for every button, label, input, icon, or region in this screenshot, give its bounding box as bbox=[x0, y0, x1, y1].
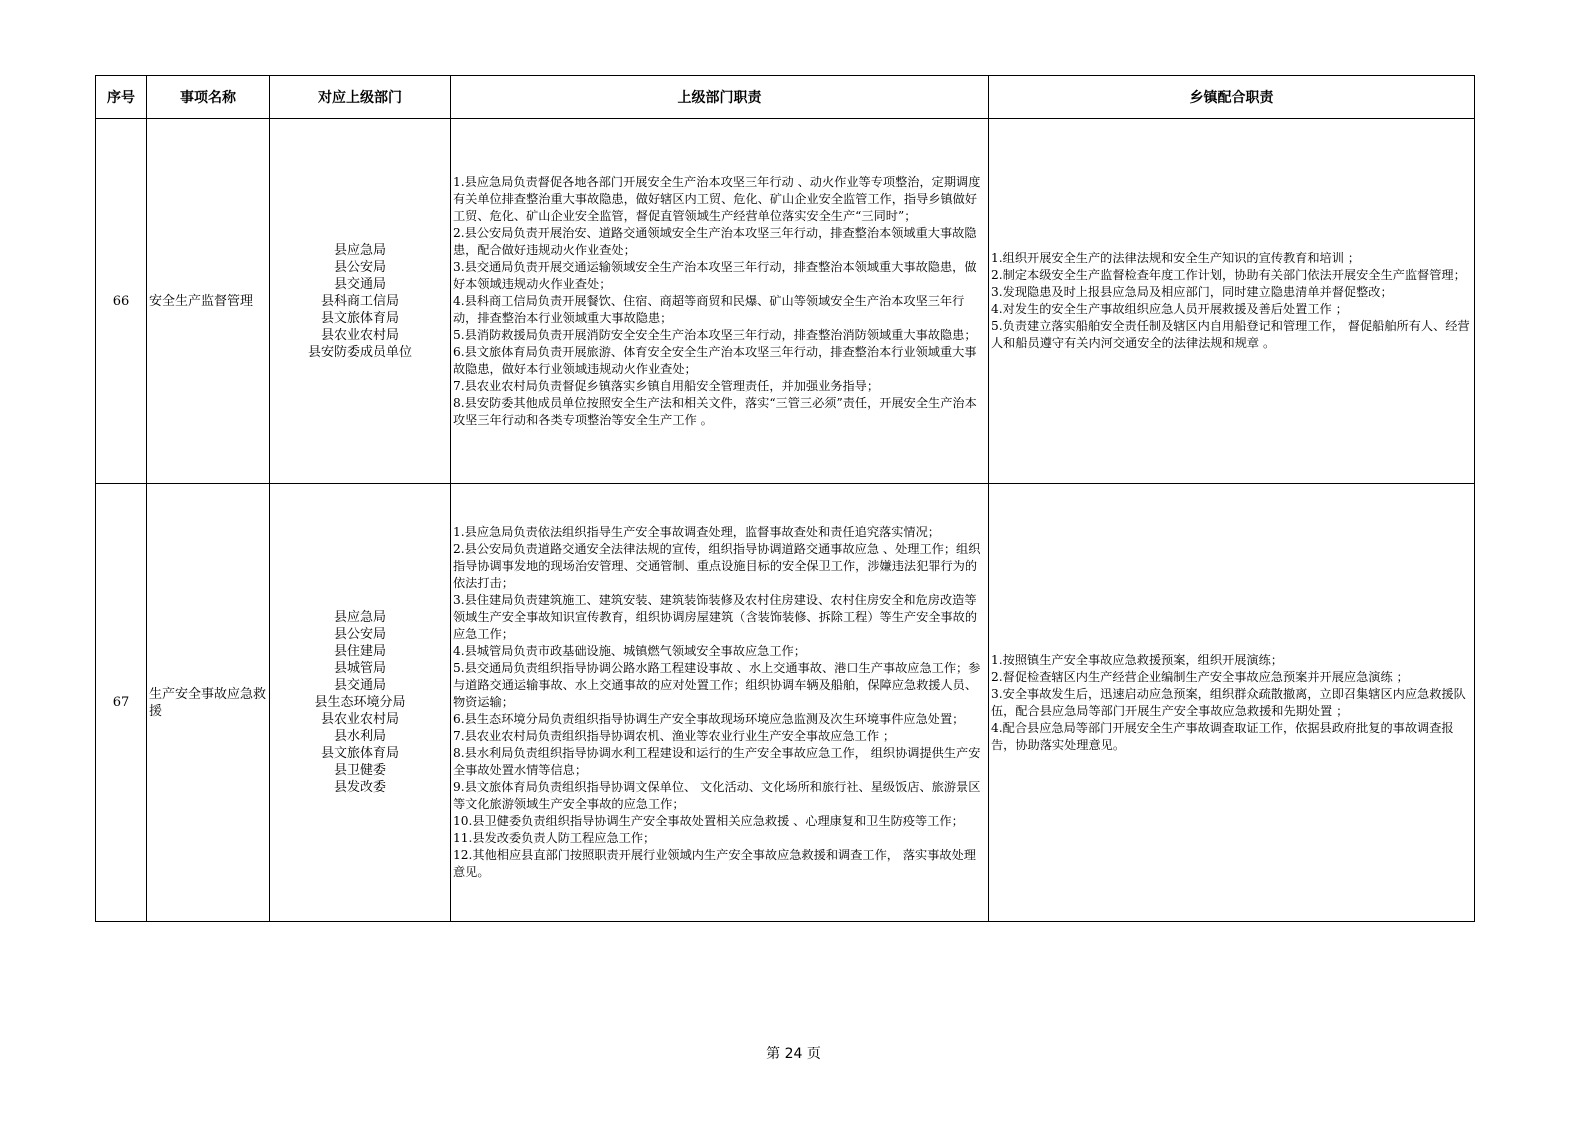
row-index: 67 bbox=[96, 484, 147, 922]
department: 县应急局 bbox=[333, 242, 386, 258]
item-name: 安全生产监督管理 bbox=[147, 119, 270, 484]
town-duty-list bbox=[989, 484, 1475, 922]
department: 县发改委 bbox=[333, 780, 386, 795]
department: 县城管局 bbox=[333, 661, 386, 676]
duty-item: 6.县文旅体育局负责开展旅游、体育安全安全生产治本攻坚三年行动，排查整治本行业领域重大事故隐患，做好本行业领域违规动火作业查处； bbox=[453, 344, 977, 376]
row-index: 66 bbox=[96, 119, 147, 484]
header-town-duties: 乡镇配合职责 bbox=[989, 76, 1475, 119]
town-duty-item: 5.负责建立落实船舶安全责任制及辖区内自用船登记和管理工作， 督促船舶所有人、经营人和船员遵守有关内河交通安全的法律法规和规章 。 bbox=[991, 319, 1470, 350]
department: 县卫健委 bbox=[333, 763, 386, 778]
department-list bbox=[270, 484, 451, 922]
town-duty-list bbox=[989, 119, 1475, 484]
header-departments: 对应上级部门 bbox=[270, 76, 451, 119]
town-duty-item: 3.发现隐患及时上报县应急局及相应部门，同时建立隐患清单并督促整改； bbox=[991, 285, 1393, 299]
department: 县交通局 bbox=[333, 276, 386, 292]
department: 县文旅体育局 bbox=[320, 310, 399, 326]
department: 县科商工信局 bbox=[320, 293, 399, 309]
page-number: 第 24 页 bbox=[766, 1046, 821, 1062]
duty-item: 8.县安防委其他成员单位按照安全生产法和相关文件，落实“三管三必须”责任，开展安全生产治本攻坚三年行动和各类专项整治等安全生产工作 。 bbox=[453, 395, 977, 427]
town-duty-item: 1.组织开展安全生产的法律法规和安全生产知识的宣传教育和培训 ； bbox=[991, 251, 1360, 265]
department: 县农业农村局 bbox=[320, 327, 399, 343]
header-row bbox=[96, 76, 1475, 119]
town-duty-item: 3.安全事故发生后，迅速启动应急预案，组织群众疏散撤离，立即召集辖区内应急救援队伍，配合县应急局等部门开展生产安全事故应急救援和先期处置 ； bbox=[991, 686, 1466, 718]
department: 县住建局 bbox=[333, 644, 386, 659]
duty-item: 2.县公安局负责道路交通安全法律法规的宣传，组织指导协调道路交通事故应急 、处理工作；组织指导协调事发地的现场治安管理、交通管制、重点设施目标的安全保卫工作，涉嫌违法犯罪行为的依法打击； bbox=[453, 542, 981, 590]
duty-item: 3.县住建局负责建筑施工、建筑安装、建筑装饰装修及农村住房建设、农村住房安全和危房改造等领域生产安全事故知识宣传教育，组织协调房屋建筑（含装饰装修、拆除工程）等生产安全事故的应急工作； bbox=[453, 593, 978, 641]
duty-item: 1.县应急局负责依法组织指导生产安全事故调查处理，监督事故查处和责任追究落实情况； bbox=[453, 525, 940, 539]
department-duty-list bbox=[451, 119, 989, 484]
duty-table bbox=[95, 75, 1475, 922]
duty-item: 10.县卫健委负责组织指导协调生产安全事故处置相关应急救援 、心理康复和卫生防疫等工作； bbox=[453, 814, 964, 828]
town-duty-item: 4.对发生的安全生产事故组织应急人员开展救援及善后处置工作 ； bbox=[991, 302, 1348, 316]
duty-item: 1.县应急局负责督促各地各部门开展安全生产治本攻坚三年行动 、动火作业等专项整治，定期调度有关单位排查整治重大事故隐患，做好辖区内工贸、危化、矿山企业安全监管工作，指导乡镇做好工贸、危化、矿山企业安全监管，督促直管领域生产经营单位落实安全生产“三同时”； bbox=[453, 174, 981, 223]
department: 县应急局 bbox=[333, 610, 386, 625]
header-index: 序号 bbox=[96, 76, 147, 119]
duty-item: 4.县城管局负责市政基础设施、城镇燃气领域安全事故应急工作； bbox=[453, 644, 806, 658]
town-duty-item: 2.制定本级安全生产监督检查年度工作计划，协助有关部门依法开展安全生产监督管理； bbox=[991, 268, 1466, 282]
duty-item: 12.其他相应县直部门按照职责开展行业领域内生产安全事故应急救援和调查工作， 落实事故处理意见。 bbox=[453, 848, 976, 879]
department-duty-list bbox=[451, 484, 989, 922]
duty-item: 2.县公安局负责开展治安、道路交通领域安全生产治本攻坚三年行动，排查整治本领域重大事故隐患，配合做好违规动火作业查处； bbox=[453, 225, 977, 257]
department: 县公安局 bbox=[333, 627, 386, 642]
duty-item: 5.县消防救援局负责开展消防安全安全生产治本攻坚三年行动，排查整治消防领域重大事故隐患； bbox=[453, 327, 977, 342]
department-list bbox=[270, 119, 451, 484]
duty-item: 7.县农业农村局负责组织指导协调农机、渔业等农业行业生产安全事故应急工作 ； bbox=[453, 729, 896, 743]
department: 县生态环境分局 bbox=[314, 695, 406, 710]
town-duty-item: 4.配合县应急局等部门开展安全生产事故调查取证工作，依据县政府批复的事故调查报告，协助落实处理意见。 bbox=[991, 720, 1454, 752]
header-item-name: 事项名称 bbox=[147, 76, 270, 119]
header-department-duties: 上级部门职责 bbox=[451, 76, 989, 119]
table-row bbox=[96, 119, 1475, 484]
department: 县公安局 bbox=[333, 259, 386, 275]
duty-item: 5.县交通局负责组织指导协调公路水路工程建设事故 、水上交通事故、港口生产事故应急工作；参与道路交通运输事故、水上交通事故的应对处置工作；组织协调车辆及船舶，保障应急救援人员、物资运输； bbox=[453, 661, 981, 709]
town-duty-item: 2.督促检查辖区内生产经营企业编制生产安全事故应急预案并开展应急演练 ； bbox=[991, 669, 1409, 684]
duty-item: 7.县农业农村局负责督促乡镇落实乡镇自用船安全管理责任，并加强业务指导； bbox=[453, 378, 880, 393]
duty-item: 11.县发改委负责人防工程应急工作； bbox=[453, 831, 656, 845]
department: 县安防委成员单位 bbox=[307, 344, 412, 360]
table-row bbox=[96, 484, 1475, 922]
department: 县文旅体育局 bbox=[320, 746, 399, 761]
town-duty-item: 1.按照镇生产安全事故应急救援预案，组织开展演练； bbox=[991, 652, 1283, 667]
department: 县交通局 bbox=[333, 678, 386, 693]
department: 县水利局 bbox=[333, 729, 386, 744]
duty-item: 4.县科商工信局负责开展餐饮、住宿、商超等商贸和民爆、矿山等领域安全生产治本攻坚三年行动，排查整治本行业领域重大事故隐患； bbox=[453, 293, 965, 325]
duty-item: 6.县生态环境分局负责组织指导协调生产安全事故现场环境应急监测及次生环境事件应急处置； bbox=[453, 712, 965, 726]
item-name: 生产安全事故应急救援 bbox=[147, 484, 270, 922]
department: 县农业农村局 bbox=[320, 712, 399, 727]
duty-item: 8.县水利局负责组织指导协调水利工程建设和运行的生产安全事故应急工作， 组织协调提供生产安全事故处置水情等信息； bbox=[453, 746, 981, 777]
duty-item: 9.县文旅体育局负责组织指导协调文保单位、 文化活动、文化场所和旅行社、星级饭店、旅游景区等文化旅游领域生产安全事故的应急工作； bbox=[453, 780, 981, 811]
duty-item: 3.县交通局负责开展交通运输领域安全生产治本攻坚三年行动，排查整治本领域重大事故隐患，做好本领域违规动火作业查处； bbox=[453, 259, 977, 291]
